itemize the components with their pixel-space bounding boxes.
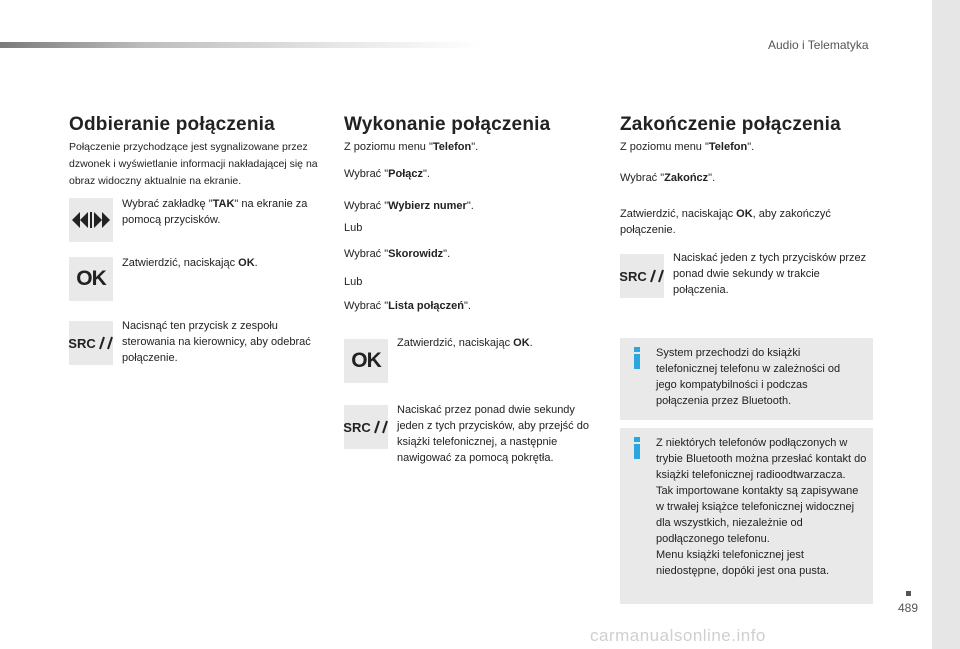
- end-call-steering-button: Naciskać jeden z tych przycisków przez ponad dwie sekundy w trakcie połączenia.: [673, 252, 867, 296]
- src-slashes-icon: [373, 420, 389, 434]
- make-call-or-1: Lub: [344, 222, 363, 234]
- make-call-select-dial-number: Wybrać "Wybierz numer".: [344, 200, 474, 212]
- answer-step-select-yes: Wybrać zakładkę "TAK" na ekranie za pomocą przycisków.: [122, 198, 308, 226]
- src-phone-icon: [68, 336, 113, 351]
- src-phone-icon: [619, 269, 664, 284]
- section-title-end-call: Zakończenie połączenia: [620, 114, 841, 135]
- make-call-select-directory: Wybrać "Skorowidz".: [344, 248, 451, 260]
- make-call-select-call-list: Wybrać "Lista połączeń".: [344, 300, 471, 312]
- ok-button-icon: [344, 339, 388, 383]
- info-box-contacts: [620, 428, 873, 604]
- src-icon-label: SRC: [68, 335, 96, 351]
- make-call-steering-button: Naciskać przez ponad dwie sekundy jeden z tych przycisków, aby przejść do książki telefonicznej, a następnie nawigować za pomocą pokrętła.: [397, 404, 589, 464]
- info-contacts-para-2: Tak importowane kontakty są zapisywane w trwałej książce telefonicznej widocznej dla wszystkich, niezależnie od podłączonego telefonu.: [656, 485, 859, 545]
- end-call-select-end: Wybrać "Zakończ".: [620, 172, 716, 184]
- src-phone-icon: [343, 420, 388, 435]
- section-title-answer-call: Odbieranie połączenia: [69, 114, 275, 135]
- info-text-contacts: [656, 435, 868, 579]
- info-icon: [633, 437, 641, 459]
- ok-icon-label: OK: [76, 267, 106, 290]
- section-title-make-call: Wykonanie połączenia: [344, 114, 551, 135]
- src-icon-label: SRC: [619, 268, 647, 284]
- info-box-bluetooth: [620, 338, 873, 420]
- answer-step-confirm-ok: Zatwierdzić, naciskając OK.: [122, 257, 258, 269]
- info-text-bluetooth: System przechodzi do książki telefonicznej telefonu w zależności od jego kompatybilności i podczas połączenia przez Bluetooth.: [656, 347, 841, 407]
- make-call-menu-line: Z poziomu menu "Telefon".: [344, 141, 479, 153]
- answer-step-steering-button: Nacisnąć ten przycisk z zespołu sterowania na kierownicy, aby odebrać połączenie.: [122, 320, 311, 364]
- header-title: Audio i Telematyka: [768, 38, 869, 52]
- src-button-icon: [620, 254, 664, 298]
- make-call-select-connect: Wybrać "Połącz".: [344, 168, 430, 180]
- page-side-strip: [932, 0, 960, 649]
- arrows-button-icon: [69, 198, 113, 242]
- end-call-confirm-ok: Zatwierdzić, naciskając OK, aby zakończyć połączenie.: [620, 208, 831, 236]
- make-call-confirm-ok: Zatwierdzić, naciskając OK.: [397, 337, 533, 349]
- src-button-icon: [69, 321, 113, 365]
- page-number-marker: [906, 591, 911, 596]
- info-icon: [633, 347, 641, 369]
- src-button-icon: [344, 405, 388, 449]
- src-slashes-icon: [649, 269, 665, 283]
- info-contacts-para-3: Menu książki telefonicznej jest niedostępne, dopóki jest ona pusta.: [656, 549, 830, 577]
- ok-button-icon: [69, 257, 113, 301]
- answer-call-intro: Połączenie przychodzące jest sygnalizowane przez dzwonek i wyświetlanie informacji nakładającej się na obraz widoczny aktualnie na ekranie.: [69, 141, 318, 187]
- make-call-or-2: Lub: [344, 276, 363, 288]
- end-call-menu-line: Z poziomu menu "Telefon".: [620, 141, 755, 153]
- prev-next-arrows-icon: [71, 212, 111, 228]
- src-slashes-icon: [98, 336, 114, 350]
- page-number: 489: [898, 601, 919, 615]
- src-icon-label: SRC: [343, 419, 371, 435]
- header-gradient-bar: [0, 42, 480, 48]
- watermark: carmanualsonline.info: [590, 626, 766, 645]
- ok-icon-label: OK: [351, 349, 381, 372]
- info-contacts-para-1: Z niektórych telefonów podłączonych w trybie Bluetooth można przesłać kontakt do książki telefonicznej radioodtwarzacza.: [656, 437, 867, 481]
